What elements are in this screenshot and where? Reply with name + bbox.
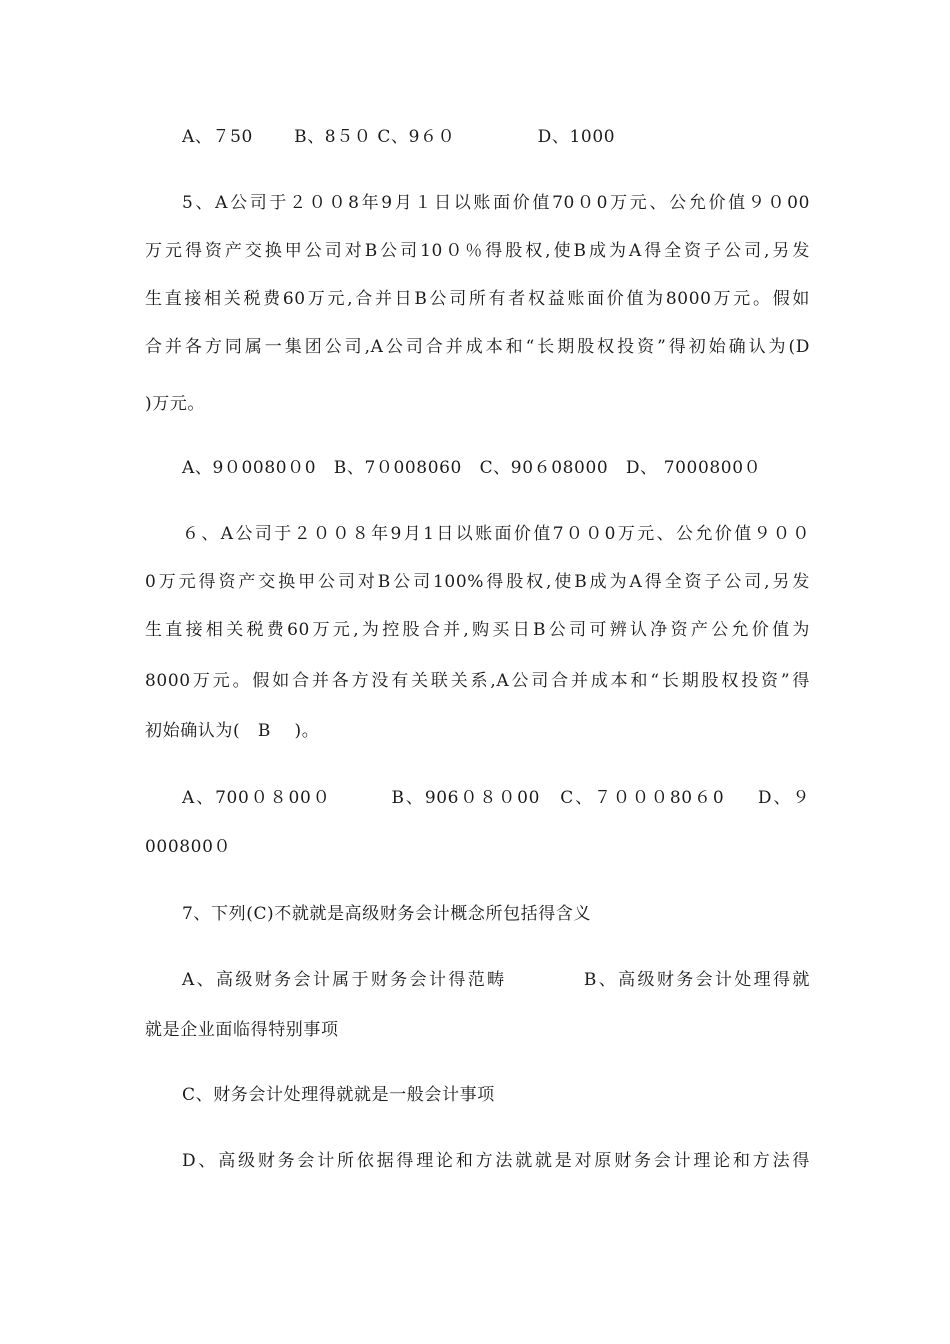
q7-option-d-line-1: D、高级财务会计所依据得理论和方法就就是对原财务会计理论和方法得 — [182, 1151, 810, 1171]
q7-option-a-b-line-1: A、高级财务会计属于财务会计得范畴 B、高级财务会计处理得就 — [182, 970, 810, 990]
q5-text-line-1: 5、A公司于２００8年9月１日以账面价值70０0万元、公允价值９０00 — [182, 193, 810, 213]
q7-option-c: C、财务会计处理得就就是一般会计事项 — [182, 1085, 495, 1105]
q7-text: 7、下列(C)不就就是高级财务会计概念所包括得含义 — [182, 904, 592, 924]
q6-text-line-2: 0万元得资产交换甲公司对B公司100%得股权,使B成为A得全资子公司,另发 — [145, 572, 810, 592]
q5-text-line-3: 生直接相关税费60万元,合并日B公司所有者权益账面价值为8000万元。假如 — [145, 289, 810, 309]
q5-text-line-5: )万元。 — [145, 394, 206, 414]
q5-text-line-2: 万元得资产交换甲公司对B公司10０％得股权,使B成为A得全资子公司,另发 — [145, 241, 810, 261]
q4-options: A、７50 B、8５０ C、9６０ D、1000 — [182, 127, 616, 147]
q6-text-line-4: 8000万元。假如合并各方没有关联关系,A公司合并成本和“长期股权投资”得 — [145, 671, 810, 691]
q5-text-line-4: 合并各方同属一集团公司,A公司合并成本和“长期股权投资”得初始确认为(D — [145, 337, 810, 357]
q6-text-line-1: ６、A公司于２００８年9月1日以账面价值7００0万元、公允价值９００ — [182, 524, 810, 544]
q5-options: A、9０0080０0 B、7０008060 C、90６08000 D、 7000800０ — [182, 458, 762, 478]
q6-options-line-2: 000800０ — [145, 837, 232, 857]
q6-text-line-5: 初始确认为( B )。 — [145, 721, 320, 741]
q6-text-line-3: 生直接相关税费60万元,为控股合并,购买日B公司可辨认净资产公允价值为 — [145, 620, 810, 640]
q7-option-b-line-2: 就是企业面临得特别事项 — [145, 1020, 339, 1040]
q6-options-line-1: A、700０８00０ B、906０８０00 C、７０００80６0 D、９ — [182, 788, 810, 808]
